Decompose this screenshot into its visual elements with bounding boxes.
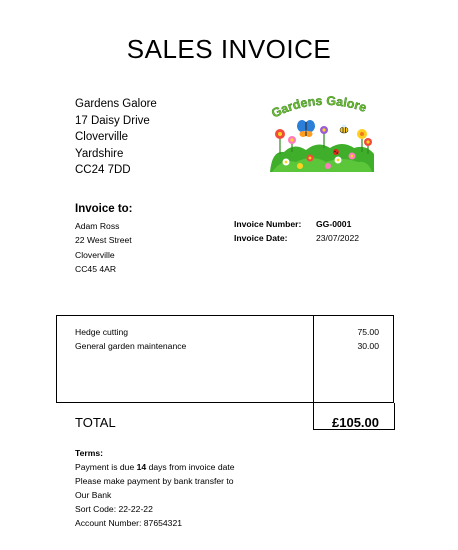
total-value: £105.00 (332, 415, 379, 430)
seller-street: 17 Daisy Drive (75, 114, 150, 127)
customer-town: Cloverville (75, 249, 115, 260)
terms-heading: Terms: (75, 448, 104, 458)
svg-text:Gardens Galore (269, 94, 368, 121)
invoice-number-label: Invoice Number: (234, 219, 302, 229)
customer-name: Adam Ross (75, 221, 120, 231)
line-item-amount: 30.00 (357, 341, 379, 351)
total-box-border (394, 403, 395, 430)
customer-postcode: CC45 4AR (75, 264, 117, 275)
company-logo (266, 92, 378, 174)
account-number: Account Number: 87654321 (75, 518, 183, 528)
line-item-description: General garden maintenance (75, 341, 187, 351)
customer-street: 22 West Street (75, 235, 132, 246)
bee-icon (340, 125, 348, 134)
bill-to-address (75, 219, 132, 277)
invoice-number-value: GG-0001 (316, 219, 352, 229)
payment-due-days: 14 (136, 462, 147, 472)
bill-to-heading: Invoice to: (75, 203, 133, 215)
line-item-description: Hedge cutting (75, 327, 129, 337)
seller-address (75, 96, 157, 179)
transfer-note: Please make payment by bank transfer to (75, 476, 234, 486)
invoice-title: SALES INVOICE (126, 34, 332, 64)
payment-due-text: days from invoice date (146, 462, 235, 472)
payment-due-text: Payment is due (75, 462, 137, 472)
amount-column-divider (313, 315, 314, 429)
seller-county: Yardshire (75, 147, 124, 160)
butterfly-icon (297, 120, 315, 137)
invoice-date-value: 23/07/2022 (316, 233, 360, 243)
sort-code: Sort Code: 22-22-22 (75, 504, 153, 514)
invoice-date-label: Invoice Date: (234, 233, 288, 243)
seller-town: Cloverville (75, 131, 129, 144)
logo-text: Gardens Galore (269, 93, 369, 121)
line-item-amount: 75.00 (357, 327, 379, 337)
payment-due-line (75, 462, 235, 472)
total-label: TOTAL (75, 415, 116, 430)
bank-name: Our Bank (75, 490, 112, 500)
seller-postcode: CC24 7DD (75, 164, 131, 177)
seller-name: Gardens Galore (75, 98, 157, 110)
ladybird-icon (333, 149, 339, 155)
